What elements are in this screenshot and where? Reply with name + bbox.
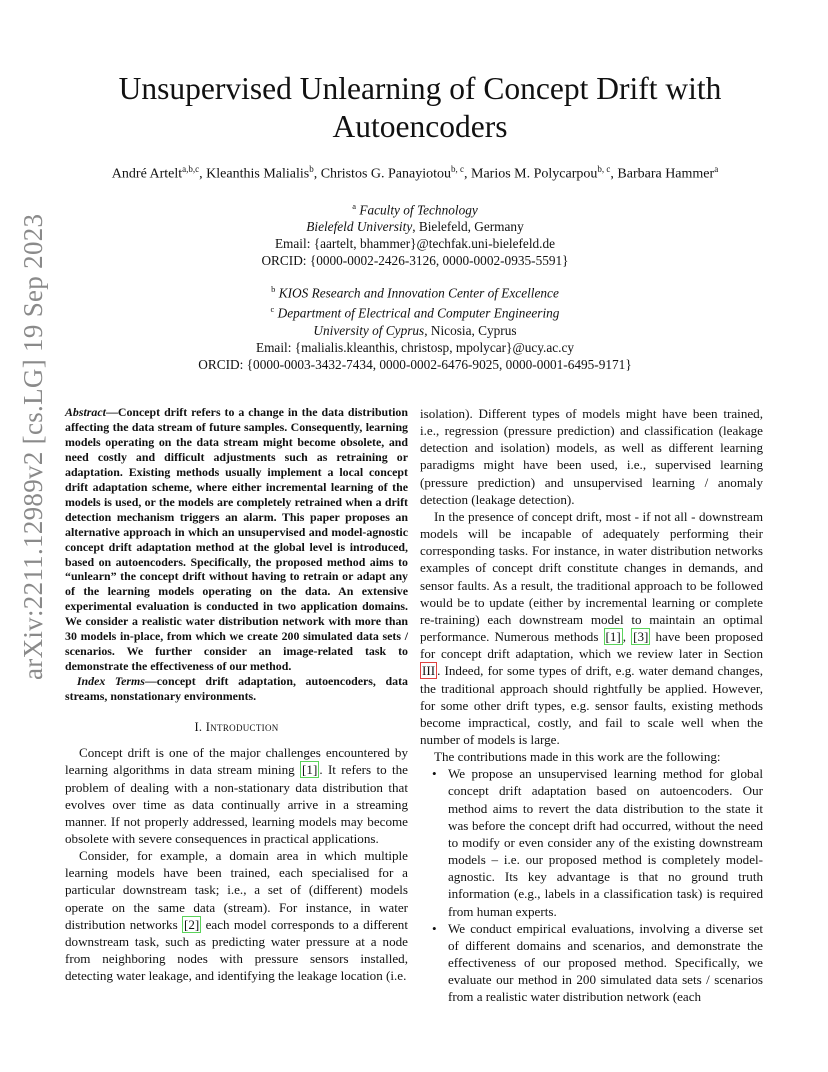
title-line-1: Unsupervised Unlearning of Concept Drift with	[118, 71, 722, 106]
affiliation-bielefeld	[90, 198, 740, 269]
section-number: I.	[194, 720, 206, 735]
citation-link[interactable]: [2]	[184, 916, 200, 932]
center-name: KIOS Research and Innovation Center of Excellence	[278, 285, 559, 301]
author-affiliation-mark: a	[714, 164, 719, 174]
citation-link[interactable]: [1]	[302, 762, 318, 778]
author-affiliation-mark: b	[309, 164, 314, 174]
arxiv-identifier: arXiv:2211.12989v2 [cs.LG] 19 Sep 2023	[18, 213, 48, 680]
affiliation-mark: a	[352, 201, 357, 211]
paragraph-text: . Indeed, for some types of drift, e.g. water demand changes, the traditional approach should rightfully be applied. However, for some other drift types, e.g. sensor faults, existing methods become impractical, costly, and fail to scale well when the number of models is large.	[420, 663, 763, 747]
paragraph-text: In the presence of concept drift, most - if not all - downstream models will be incapable of adequately performing their corresponding tasks. For instance, in water distribution networks examples of concept drift constitute changes in demands, and sensor faults. As a result, the traditional approach to be followed would be to update (either by incremental learning or complete re-training) each downstream model to maintain an optimal performance. Numerous methods	[420, 508, 763, 645]
orcid-line: ORCID: {0000-0002-2426-3126, 0000-0002-0935-5591}	[261, 253, 569, 269]
abstract-label: Abstract	[65, 405, 106, 419]
paragraph	[65, 744, 408, 847]
author-name: Barbara Hammer	[617, 166, 715, 182]
citation-link[interactable]: [1]	[605, 629, 621, 645]
paragraph-text: each model corresponds to a different downstream task, such as predicting water pressure at a node from neighboring nodes with pressure sensors installed, detecting water leakage, and identifying the leakage location (i.e.	[65, 916, 408, 984]
university-city: , Nicosia, Cyprus	[424, 322, 517, 338]
email-line: Email: {aartelt, bhammer}@techfak.uni-bielefeld.de	[274, 236, 556, 252]
paper-title	[70, 70, 770, 146]
university-name: Bielefeld University	[306, 219, 413, 235]
paragraph: isolation). Different types of models might have been trained, i.e., regression (pressure prediction) and classification (leakage detection and isolation) models, as well as different learning paradigms might have been used, i.e., supervised learning (pressure prediction) and unsupervised learning / anomaly detection (leakage detection).	[420, 406, 763, 507]
abstract-text: —Concept drift refers to a change in the data distribution affecting the data stream of future samples. Consequently, learning models operating on the data stream might become obsolete, and need costly and difficult adjustments such as retraining or adaptation. Existing methods usually implement a local concept drift adaptation scheme, where either incremental learning of the models is used, or the models are completely retrained when a drift detection mechanism triggers an alarm. This paper proposes an alternative approach in which an unsupervised and model-agnostic concept drift adaptation method at the global level is introduced, based on autoencoders. Specifically, the proposed method aims to “unlearn” the concept drift without having to retrain or adapt any of the learning models operating on the data. An extensive experimental evaluation is conducted in two application domains. We consider a realistic water distribution network with more than 30 models in-place, from which we create 200 simulated data sets / scenarios. We further consider an image-related task to demonstrate the effectiveness of our method.	[65, 405, 408, 674]
list-item-text: We conduct empirical evaluations, involving a diverse set of different domains and scenarios, and demonstrate the effectiveness of our proposed method. Specifically, we evaluate our method in 200 simulated data sets / scenarios from a realistic water distribution network (each	[448, 920, 763, 1005]
paragraph	[420, 508, 763, 748]
faculty-name: Faculty of Technology	[359, 202, 478, 218]
paragraph-text: Concept drift is one of the major challenges encountered by learning algorithms in data stream mining	[65, 745, 408, 778]
abstract	[65, 405, 408, 674]
email-line: Email: {malialis.kleanthis, christosp, mpolycar}@ucy.ac.cy	[255, 339, 575, 355]
bullet-icon: •	[432, 920, 437, 936]
author-name: Marios M. Polycarpou	[471, 166, 598, 182]
index-terms	[65, 674, 408, 704]
author-affiliation-mark: a,b,c	[182, 164, 200, 174]
section-link[interactable]: III	[422, 663, 436, 679]
contribution-list	[420, 765, 763, 1005]
index-terms-label: Index Terms	[76, 674, 145, 689]
paragraph-text: . It refers to the problem of dealing with a non-stationary data distribution that evolves over time as data continually arrive in a streaming manner. If not properly addressed, learning models may become obsolete with severe consequences in practical applications.	[65, 762, 408, 846]
paragraph	[65, 847, 408, 984]
affiliation-mark: c	[270, 304, 275, 315]
author-affiliation-mark: b, c	[451, 164, 464, 174]
author-name: André Artelt	[111, 166, 183, 182]
left-column	[65, 405, 408, 984]
title-line-2: Autoencoders	[332, 109, 508, 144]
paragraph-text: Consider, for example, a domain area in which multiple learning models have been trained, each specialised for a particular downstream task; i.e., a set of (different) models operate on the same data (stream). For instance, in water distribution networks	[65, 848, 408, 932]
index-terms-text: —concept drift adaptation, autoencoders, data streams, nonstationary environments.	[65, 674, 408, 704]
affiliation-cyprus	[90, 281, 740, 373]
list-item	[420, 920, 763, 1006]
department-name: Department of Electrical and Computer Engineering	[277, 305, 560, 321]
section-title: Introduction	[205, 720, 279, 735]
paragraph-text: have been proposed for concept drift adaptation, which we review later in Section	[420, 629, 763, 662]
orcid-line: ORCID: {0000-0003-3432-7434, 0000-0002-6476-9025, 0000-0001-6495-9171}	[198, 356, 632, 372]
author-list: André Artelt$^{a,b,c}$, Kleanthis Malialis$^b$, Christos G. Panayiotou$^{b, c}$, Marios M. Polycarpou$^{b, c}$, Barbara Hammer$^a$	[111, 164, 719, 182]
section-heading	[65, 719, 408, 736]
author-name: Kleanthis Malialis	[206, 166, 310, 182]
list-item	[420, 765, 763, 919]
list-item-text: We propose an unsupervised learning method for global concept drift adaptation based on autoencoders. Our method aims to revert the data distribution to the state it was before the concept drift had occurred, without the need to modify or even consider any of the existing downstream models – i.e. our proposed method is completely model-agnostic. Its key advantage is that no ground truth information (e.g., labels in a classification task) is required from human experts.	[448, 766, 763, 919]
university-city: , Bielefeld, Germany	[412, 219, 524, 235]
affiliation-mark: b	[271, 284, 276, 294]
citation-link[interactable]: [3]	[633, 629, 649, 645]
paragraph: The contributions made in this work are the following:	[434, 749, 721, 765]
paragraph-text: ,	[622, 629, 632, 645]
author-affiliation-mark: b, c	[597, 164, 611, 174]
right-column	[420, 405, 763, 1005]
author-name: Christos G. Panayiotou	[320, 166, 451, 182]
bullet-icon: •	[432, 766, 437, 782]
university-name: University of Cyprus	[313, 322, 425, 338]
